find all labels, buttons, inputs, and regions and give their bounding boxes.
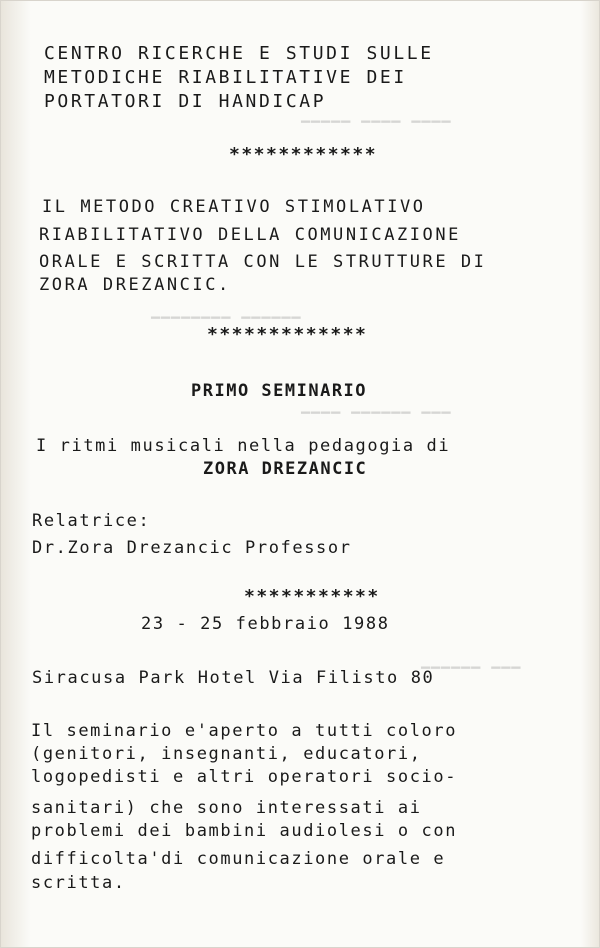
bleed-through-mark: ▁▁▁▁ ▁▁▁▁▁▁ ▁▁▁ <box>301 396 452 414</box>
speaker-label: Relatrice: <box>32 511 151 531</box>
separator-stars: *********** <box>244 586 380 607</box>
separator-stars: ************ <box>229 144 378 165</box>
bleed-through-mark: ▁▁▁▁▁ ▁▁▁▁ ▁▁▁▁ <box>301 105 452 123</box>
bleed-through-mark: ▁▁▁▁▁▁▁▁ ▁▁▁▁▁▁ <box>151 301 302 319</box>
description-line: (genitori, insegnanti, educatori, <box>31 744 422 764</box>
speaker-name: Dr.Zora Drezancic Professor <box>32 538 352 558</box>
description-line: logopedisti e altri operatori socio- <box>31 767 458 787</box>
header-line: METODICHE RIABILITATIVE DEI <box>44 67 407 88</box>
separator-stars: ************* <box>207 324 368 345</box>
header-line: CENTRO RICERCHE E STUDI SULLE <box>44 43 434 64</box>
seminar-heading: PRIMO SEMINARIO <box>191 381 368 401</box>
method-title-line: ORALE E SCRITTA CON LE STRUTTURE DI <box>39 252 487 272</box>
method-title-line: IL METODO CREATIVO STIMOLATIVO <box>42 197 426 217</box>
bleed-through-mark: ▁▁▁▁▁▁ ▁▁▁ <box>421 651 522 669</box>
description-line: Il seminario e'aperto a tutti coloro <box>31 721 458 741</box>
description-line: difficolta'di comunicazione orale e <box>31 849 446 869</box>
seminar-topic-name: ZORA DREZANCIC <box>203 459 368 479</box>
seminar-dates: 23 - 25 febbraio 1988 <box>141 614 390 634</box>
description-line: problemi dei bambini audiolesi o con <box>31 821 458 841</box>
method-title-line: RIABILITATIVO DELLA COMUNICAZIONE <box>39 225 461 245</box>
seminar-topic: I ritmi musicali nella pedagogia di <box>36 436 451 456</box>
description-line: sanitari) che sono interessati ai <box>31 798 422 818</box>
seminar-venue: Siracusa Park Hotel Via Filisto 80 <box>32 668 435 688</box>
method-title-line: ZORA DREZANCIC. <box>39 275 231 295</box>
header-line: PORTATORI DI HANDICAP <box>44 91 327 112</box>
description-line: scritta. <box>31 873 126 893</box>
